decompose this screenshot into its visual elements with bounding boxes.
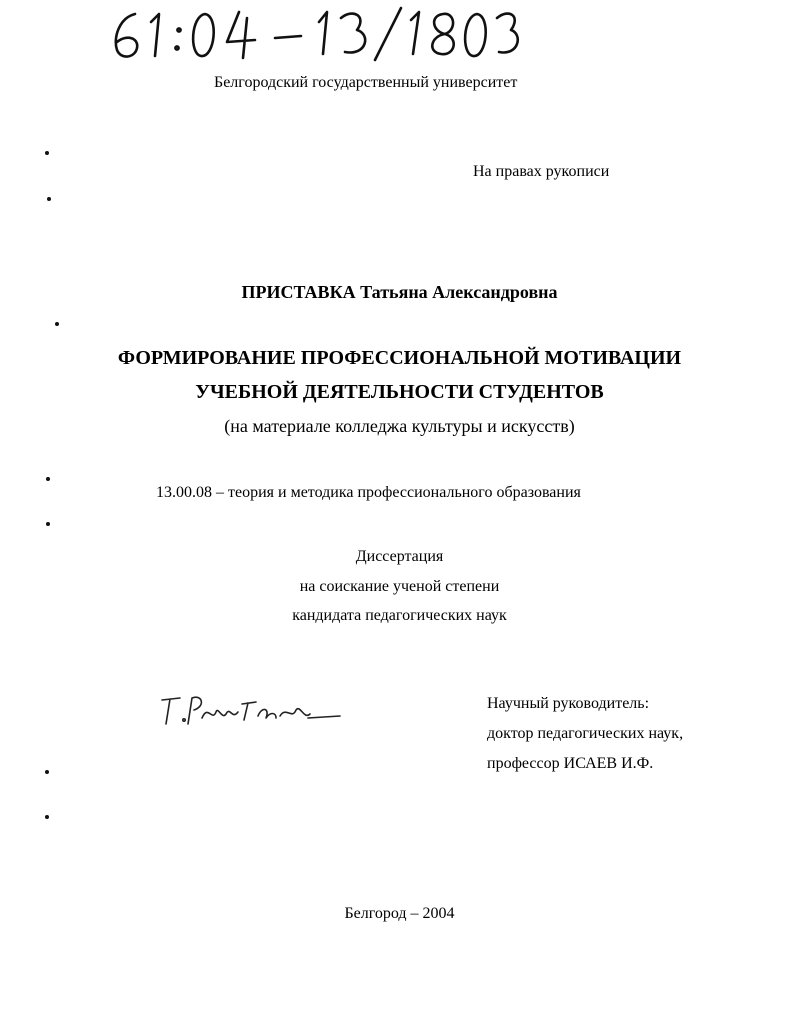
scan-dot: [46, 477, 50, 481]
scan-dot: [55, 322, 59, 326]
scan-dot: [45, 770, 49, 774]
specialty-code: 13.00.08 – теория и методика профессионального образования: [156, 484, 581, 501]
degree-line-3: кандидата педагогических наук: [292, 607, 507, 624]
archive-number-handwritten: [105, 4, 525, 66]
author-surname: ПРИСТАВКА: [241, 282, 356, 302]
dissertation-title-line-1: ФОРМИРОВАНИЕ ПРОФЕССИОНАЛЬНОЙ МОТИВАЦИИ: [117, 347, 682, 369]
dissertation-subtitle: (на материале колледжа культуры и искусств): [224, 416, 575, 436]
degree-line-1: Диссертация: [355, 548, 444, 565]
scan-dot: [45, 815, 49, 819]
author-signature: [158, 690, 348, 730]
scan-dot: [45, 151, 49, 155]
degree-line-2: на соискание ученой степени: [299, 578, 500, 595]
scan-dot: [46, 522, 50, 526]
manuscript-rights: На правах рукописи: [473, 163, 610, 180]
supervisor-degree: доктор педагогических наук,: [487, 725, 684, 742]
scan-dot: [47, 197, 51, 201]
author-name: [0, 282, 799, 303]
dissertation-title-line-2: УЧЕБНОЙ ДЕЯТЕЛЬНОСТИ СТУДЕНТОВ: [195, 381, 604, 403]
supervisor-label: Научный руководитель:: [487, 695, 650, 712]
university-name: Белгородский государственный университет: [214, 74, 518, 91]
place-year: Белгород – 2004: [344, 905, 455, 922]
supervisor-name: профессор ИСАЕВ И.Ф.: [487, 755, 654, 772]
author-given-names: Татьяна Александровна: [360, 282, 558, 302]
